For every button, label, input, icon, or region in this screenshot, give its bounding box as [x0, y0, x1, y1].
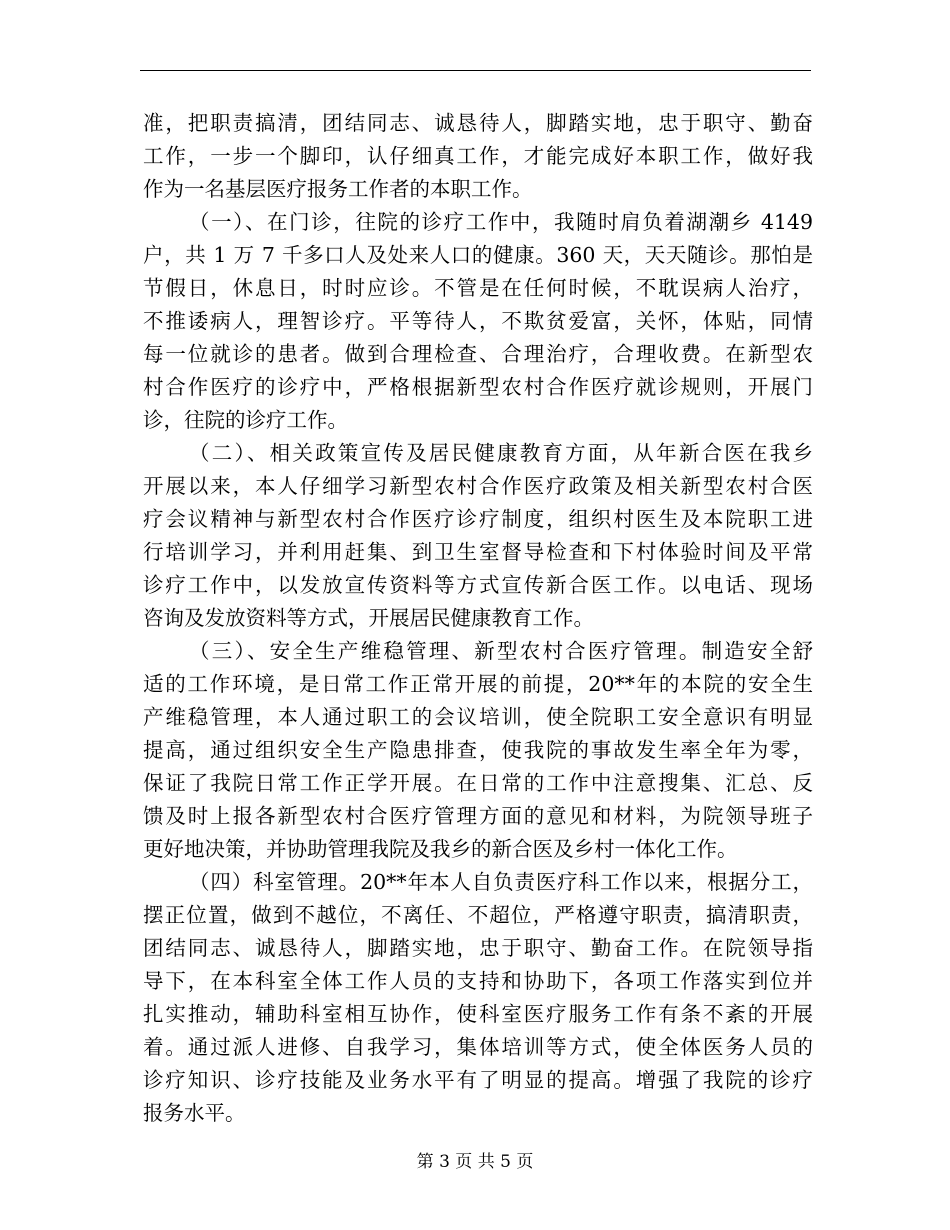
text-line: 适的工作环境，是日常工作正常开展的前提，20**年的本院的安全生: [143, 672, 813, 696]
text-line: 提高，通过组织安全生产隐患排查，使我院的事故发生率全年为零，: [143, 738, 813, 762]
text-line: 诊疗知识、诊疗技能及业务水平有了明显的提高。增强了我院的诊疗: [143, 1068, 813, 1092]
text-line: 团结同志、诚恳待人，脚踏实地，忠于职守、勤奋工作。在院领导指: [143, 936, 813, 960]
text-line: 保证了我院日常工作正学开展。在日常的工作中注意搜集、汇总、反: [143, 771, 813, 795]
text-line: 工作，一步一个脚印，认仔细真工作，才能完成好本职工作，做好我: [143, 144, 813, 168]
text-line: 诊，往院的诊疗工作。: [143, 408, 348, 432]
text-line: 每一位就诊的患者。做到合理检查、合理治疗，合理收费。在新型农: [143, 342, 813, 366]
text-line: 报务水平。: [143, 1101, 246, 1125]
text-line: 疗会议精神与新型农村合作医疗诊疗制度，组织村医生及本院职工进: [143, 507, 813, 531]
text-line: 开展以来，本人仔细学习新型农村合作医疗政策及相关新型农村合医: [143, 474, 813, 498]
text-line: 产维稳管理，本人通过职工的会议培训，使全院职工安全意识有明显: [143, 705, 813, 729]
text-line: 行培训学习，并利用赶集、到卫生室督导检查和下村体验时间及平常: [143, 540, 813, 564]
paragraph-3-start: （三）、安全生产维稳管理、新型农村合医疗管理。制造安全舒: [189, 639, 813, 663]
paragraph-2-start: （二）、相关政策宣传及居民健康教育方面，从年新合医在我乡: [189, 441, 813, 465]
text-line: 不推诿病人，理智诊疗。平等待人，不欺贫爱富，关怀，体贴，同情: [143, 309, 813, 333]
text-line: 馈及时上报各新型农村合医疗管理方面的意见和材料，为院领导班子: [143, 804, 813, 828]
text-line: 村合作医疗的诊疗中，严格根据新型农村合作医疗就诊规则，开展门: [143, 375, 813, 399]
paragraph-1-start: （一）、在门诊，往院的诊疗工作中，我随时肩负着湖潮乡 4149: [189, 210, 813, 234]
text-line: 扎实推动，辅助科室相互协作，使科室医疗服务工作有条不紊的开展: [143, 1002, 813, 1026]
text-line: 诊疗工作中，以发放宣传资料等方式宣传新合医工作。以电话、现场: [143, 573, 813, 597]
text-line: 咨询及发放资料等方式，开展居民健康教育工作。: [143, 606, 594, 630]
text-line: 着。通过派人进修、自我学习，集体培训等方式，使全体医务人员的: [143, 1035, 813, 1059]
text-line: 导下，在本科室全体工作人员的支持和协助下，各项工作落实到位并: [143, 969, 813, 993]
text-line: 准，把职责搞清，团结同志、诚恳待人，脚踏实地，忠于职守、勤奋: [143, 111, 813, 135]
text-line: 节假日，休息日，时时应诊。不管是在任何时候，不耽误病人治疗，: [143, 276, 813, 300]
page-number-footer: 第 3 页 共 5 页: [416, 1152, 534, 1172]
text-line: 户，共 1 万 7 千多口人及处来人口的健康。360 天，天天随诊。那怕是: [143, 243, 813, 267]
paragraph-4-start: （四）科室管理。20**年本人自负责医疗科工作以来，根据分工，: [189, 870, 813, 894]
text-line: 摆正位置，做到不越位，不离任、不超位，严格遵守职责，搞清职责，: [143, 903, 813, 927]
text-line: 作为一名基层医疗报务工作者的本职工作。: [143, 177, 533, 201]
header-rule: [140, 70, 811, 71]
text-line: 更好地决策，并协助管理我院及我乡的新合医及乡村一体化工作。: [143, 837, 738, 861]
